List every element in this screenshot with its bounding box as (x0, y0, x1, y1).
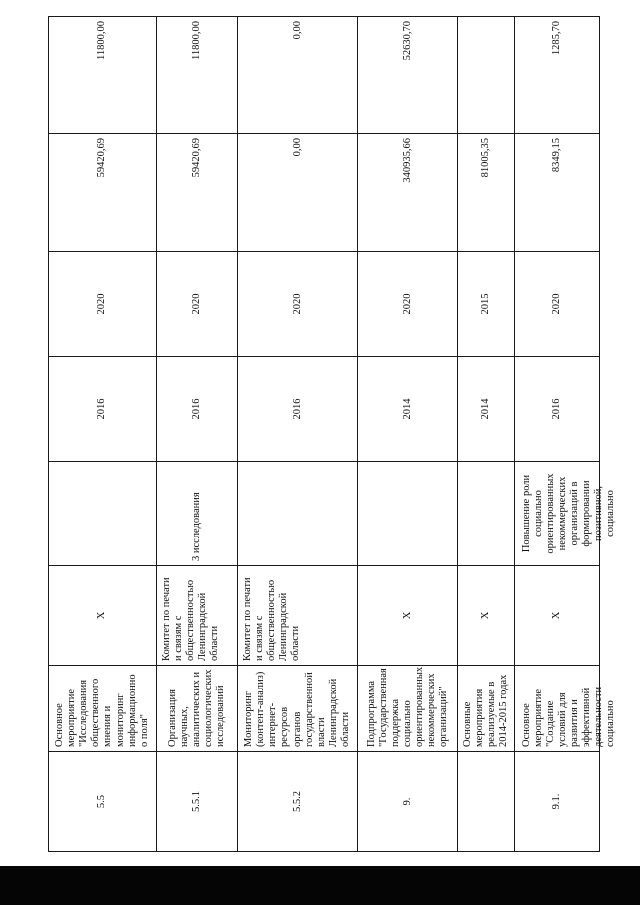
table-row (49, 17, 157, 852)
amount-other: 11800,00 (156, 17, 237, 134)
responsible-executor: Х (358, 566, 458, 666)
start-year: 2016 (237, 357, 358, 462)
amount-total: 59420,69 (156, 134, 237, 252)
expected-result (237, 462, 358, 566)
activity-name: Основное мероприятие "Создание условий для развития и эффективной деятельности социально (514, 666, 599, 752)
responsible-executor: Х (49, 566, 157, 666)
amount-other: 0,00 (237, 17, 358, 134)
row-code: 5.5.2 (237, 752, 358, 852)
amount-other (458, 17, 515, 134)
start-year: 2014 (358, 357, 458, 462)
table-row (514, 17, 599, 852)
expected-result (49, 462, 157, 566)
rotated-page (48, 17, 617, 852)
amount-other: 52630,70 (358, 17, 458, 134)
end-year: 2015 (458, 252, 515, 357)
scan-margin-bottom (0, 866, 640, 905)
table-row (358, 17, 458, 852)
amount-other: 11800,00 (49, 17, 157, 134)
row-code: 5.5.1 (156, 752, 237, 852)
scan-margin-top (0, 0, 640, 10)
start-year: 2014 (458, 357, 515, 462)
row-code: 9.1. (514, 752, 599, 852)
start-year: 2016 (514, 357, 599, 462)
amount-total: 59420,69 (49, 134, 157, 252)
amount-other: 1285,70 (514, 17, 599, 134)
activity-name: Подпрограмма "Государственная поддержка социально ориентированных некоммерческих организаций" (358, 666, 458, 752)
amount-total: 0,00 (237, 134, 358, 252)
end-year: 2020 (237, 252, 358, 357)
start-year: 2016 (49, 357, 157, 462)
expected-result: 3 исследования (156, 462, 237, 566)
expected-result: Повышение роли социально ориентированных некоммерческих организаций в формировании позитивной, социально (514, 462, 599, 566)
table-row (458, 17, 515, 852)
row-code (458, 752, 515, 852)
table-row (156, 17, 237, 852)
table-row (237, 17, 358, 852)
end-year: 2020 (514, 252, 599, 357)
responsible-executor: Х (458, 566, 515, 666)
expected-result (458, 462, 515, 566)
row-code: 9. (358, 752, 458, 852)
expected-result (358, 462, 458, 566)
responsible-executor: Комитет по печати и связям с общественностью Ленинградской области (156, 566, 237, 666)
end-year: 2020 (358, 252, 458, 357)
amount-total: 81005,35 (458, 134, 515, 252)
activity-name: Мониторинг (контент-анализ) интернет-ресурсов органов государственной власти Ленинградской области (237, 666, 358, 752)
responsible-executor: Комитет по печати и связям с общественностью Ленинградской области (237, 566, 358, 666)
amount-total: 340935,66 (358, 134, 458, 252)
row-code: 5.5 (49, 752, 157, 852)
activity-name: Основные мероприятия реализуемые в 2014-2015 годах (458, 666, 515, 752)
activity-name: Организация научных, аналитических и социологических исследований (156, 666, 237, 752)
activity-name: Основное мероприятие "Исследования общественного мнения и мониторинг информационно о поля" (49, 666, 157, 752)
end-year: 2020 (156, 252, 237, 357)
program-activities-table (48, 16, 617, 852)
end-year: 2020 (49, 252, 157, 357)
amount-total: 8349,15 (514, 134, 599, 252)
responsible-executor: Х (514, 566, 599, 666)
start-year: 2016 (156, 357, 237, 462)
